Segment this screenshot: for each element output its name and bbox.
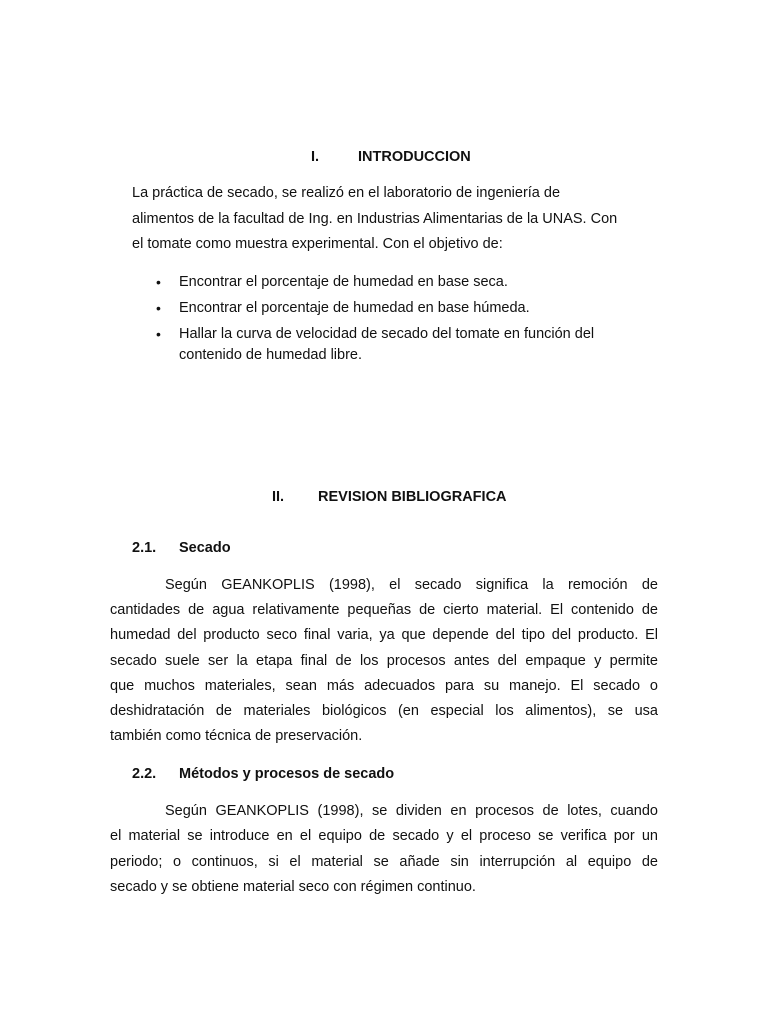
- paragraph-line: humedad del producto seco final varia, ya que depende del tipo del producto. El: [110, 627, 658, 643]
- section-2-number: II.: [272, 489, 285, 505]
- paragraph-line: periodo; o continuos, si el material se añade sin interrupción al equipo de: [110, 854, 658, 870]
- paragraph-line: que muchos materiales, sean más adecuados para su manejo. El secado o: [110, 678, 658, 694]
- intro-line: alimentos de la facultad de Ing. en Industrias Alimentarias de la UNAS. Con: [132, 211, 618, 227]
- paragraph-line: cantidades de agua relativamente pequeñas de cierto material. El contenido de: [110, 602, 658, 618]
- bullet-icon: •: [156, 300, 161, 316]
- section-2-title: REVISION BIBLIOGRAFICA: [318, 489, 507, 505]
- paragraph-line: Según GEANKOPLIS (1998), el secado significa la remoción de: [165, 577, 658, 593]
- paragraph-line: Según GEANKOPLIS (1998), se dividen en procesos de lotes, cuando: [165, 803, 658, 819]
- subsection-2-1-number: 2.1.: [132, 540, 157, 556]
- subsection-2-2-number: 2.2.: [132, 766, 157, 782]
- section-1-heading: [311, 148, 319, 166]
- subsection-2-2-title: Métodos y procesos de secado: [179, 766, 395, 782]
- bullet-item: Encontrar el porcentaje de humedad en base seca.: [179, 274, 508, 290]
- bullet-item-continuation: contenido de humedad libre.: [179, 347, 362, 363]
- bullet-icon: •: [156, 326, 161, 342]
- section-1-title: INTRODUCCION: [358, 149, 471, 165]
- paragraph-line: deshidratación de materiales biológicos (en especial los alimentos), se usa: [110, 703, 658, 719]
- paragraph-line: también como técnica de preservación.: [110, 728, 363, 744]
- section-1-number: I.: [311, 149, 320, 165]
- paragraph-line: secado y se obtiene material seco con régimen continuo.: [110, 879, 476, 895]
- subsection-2-1-title: Secado: [179, 540, 231, 556]
- bullet-item: Hallar la curva de velocidad de secado del tomate en función del: [179, 326, 595, 342]
- intro-line: el tomate como muestra experimental. Con el objetivo de:: [132, 236, 503, 252]
- bullet-icon: •: [156, 274, 161, 290]
- intro-line: La práctica de secado, se realizó en el laboratorio de ingeniería de: [132, 185, 561, 201]
- paragraph-line: secado suele ser la etapa final de los procesos antes del empaque y permite: [110, 653, 658, 669]
- bullet-item: Encontrar el porcentaje de humedad en base húmeda.: [179, 300, 530, 316]
- paragraph-line: el material se introduce en el equipo de secado y el proceso se verifica por un: [110, 828, 658, 844]
